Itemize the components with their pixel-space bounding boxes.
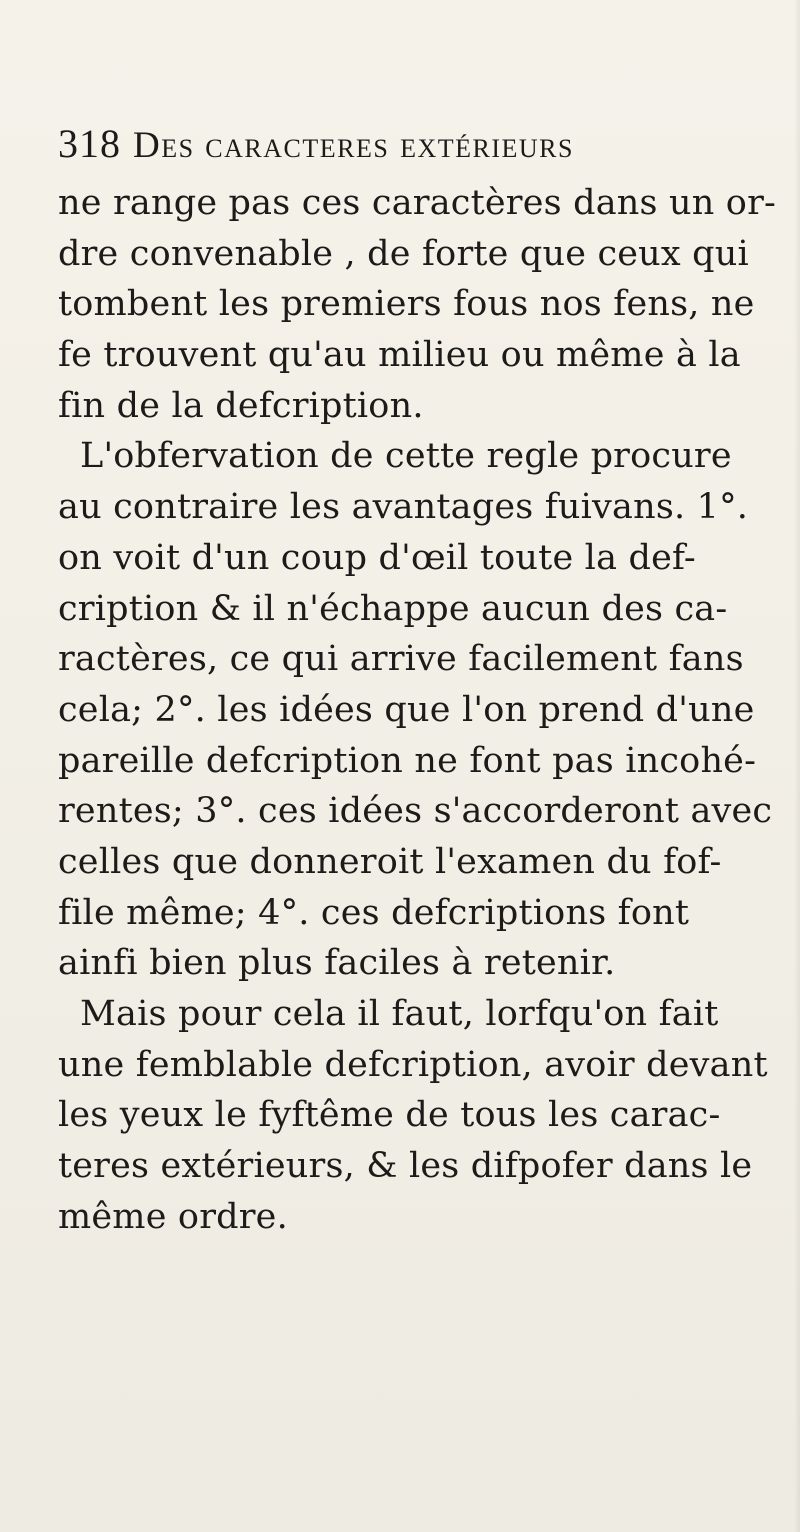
text-line: file même; 4°. ces defcriptions font (58, 892, 690, 933)
text-line: celles que donneroit l'examen du fof- (58, 841, 722, 882)
text-line: au contraire les avantages fuivans. 1°. (58, 487, 749, 528)
text-line: dre convenable , de forte que ceux qui (58, 233, 749, 274)
text-line: rentes; 3°. ces idées s'accorderont avec (58, 791, 773, 832)
page-edge-shadow (794, 0, 800, 1532)
text-line: une femblable defcription, avoir devant (58, 1044, 768, 1085)
text-line: pareille defcription ne font pas incohé- (58, 740, 757, 781)
text-line: cela; 2°. les idées que l'on prend d'une (58, 689, 755, 730)
page-number: 318 (58, 121, 121, 166)
text-line: ne range pas ces caractères dans un or- (58, 183, 777, 223)
text-line: fin de la defcription. (58, 385, 424, 426)
paragraph-start-line: L'obfervation de cette regle procure (80, 436, 732, 477)
text-line: teres extérieurs, & les difpofer dans le (58, 1146, 753, 1187)
text-line: tombent les premiers fous nos fens, ne (58, 284, 755, 325)
running-head (58, 120, 738, 170)
text-line: ainfi bien plus faciles à retenir. (58, 943, 616, 984)
text-line: fe trouvent qu'au milieu ou même à la (58, 335, 741, 376)
running-head-title: Des caracteres extérieurs (133, 125, 574, 166)
text-line: cription & il n'échappe aucun des ca- (58, 588, 728, 629)
text-line: ractères, ce qui arrive facilement fans (58, 639, 744, 680)
text-line: les yeux le fyftême de tous les carac- (58, 1095, 721, 1136)
body-text (58, 178, 777, 1242)
text-line: même ordre. (58, 1196, 288, 1237)
paragraph-start-line: Mais pour cela il faut, lorfqu'on fait (80, 994, 719, 1034)
text-line: on voit d'un coup d'œil toute la def- (58, 537, 696, 578)
